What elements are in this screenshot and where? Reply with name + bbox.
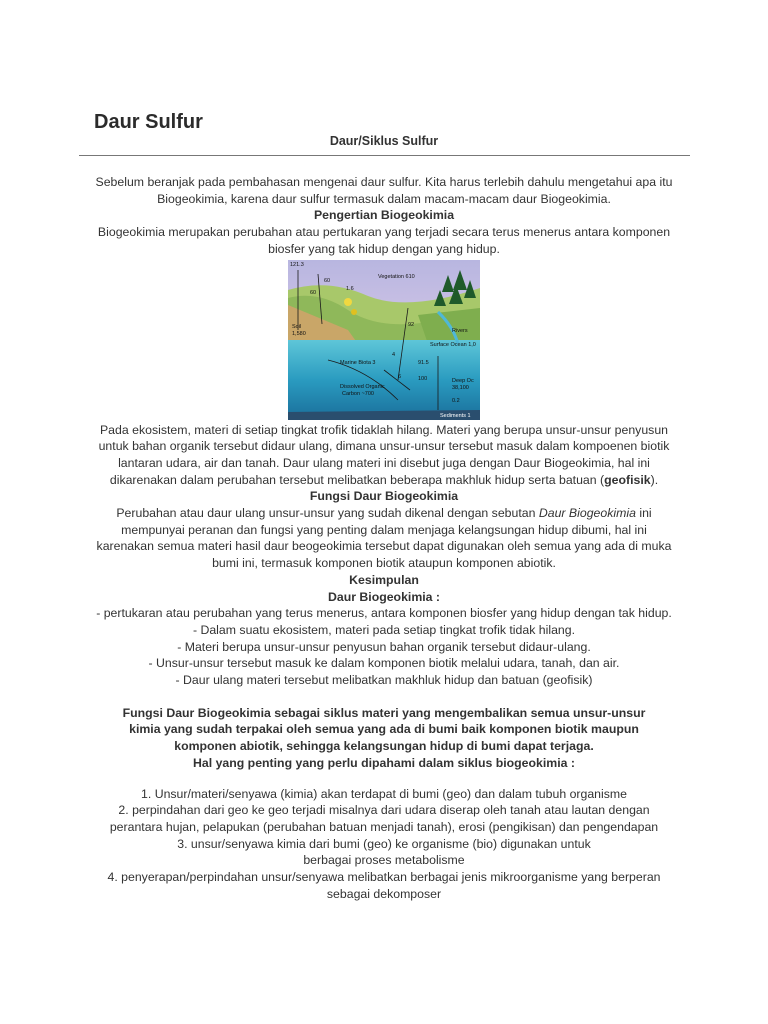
figure-label-92: 92 (408, 321, 415, 328)
spacer (92, 772, 676, 786)
heading-kesimpulan: Kesimpulan (349, 572, 419, 587)
subheading-daur-biogeokimia: Daur Biogeokimia : (327, 589, 441, 604)
numbered-item: 4. penyerapan/perpindahan unsur/senyawa melibatkan berbagai jenis mikroorganisme yang berperan sebagai dekomposer (107, 870, 661, 901)
list-item: - Unsur-unsur tersebut masuk ke dalam komponen biotik melalui udara, tanah, dan air. (148, 656, 620, 671)
list-item: - Daur ulang materi tersebut melibatkan makhluk hidup dan batuan (geofisik) (175, 673, 593, 688)
figure-label-0-2: 0.2 (452, 397, 460, 404)
heading-fungsi: Fungsi Daur Biogeokimia (309, 489, 459, 504)
article-body (92, 174, 676, 903)
figure-label-4: 4 (392, 351, 396, 358)
spacer (92, 689, 676, 705)
figure-label-vegetation: Vegetation 610 (378, 273, 415, 280)
pengertian-paragraph: Biogeokimia merupakan perubahan atau pertukaran yang terjadi secara terus menerus antara komponen biosfer yang tak hidup dengan yang hidup. (97, 225, 671, 256)
figure-label-1-6: 1.6 (346, 285, 354, 292)
heading-pengertian: Pengertian Biogeokimia (313, 208, 455, 223)
biogeochemical-cycle-illustration (288, 260, 480, 420)
geofisik-term: geofisik (604, 472, 651, 487)
figure-label-60a: 60 (324, 277, 331, 284)
figure-label-marine-biota: Marine Biota 3 (340, 359, 376, 366)
figure-label-91-5: 91.5 (418, 359, 429, 366)
daur-biogeokimia-term: Daur Biogeokimia (538, 506, 636, 521)
heading-hal-penting: Hal yang penting yang perlu dipahami dalam siklus biogeokimia : (193, 755, 575, 770)
figure-label-60b: 60 (310, 289, 317, 296)
figure-label-sediments: Sediments 1 (440, 412, 471, 419)
list-item: - Materi berupa unsur-unsur penyusun bahan organik tersebut didaur-ulang. (177, 639, 591, 654)
numbered-item: 3. unsur/senyawa kimia dari bumi (geo) ke organisme (bio) digunakan untuk berbagai proses metabolisme (177, 836, 591, 868)
figure-label-100: 100 (418, 375, 428, 382)
title-divider (79, 155, 690, 156)
page-subtitle: Daur/Siklus Sulfur (329, 134, 439, 148)
page-title: Daur Sulfur (94, 111, 203, 133)
fungsi-summary-bold: Fungsi Daur Biogeokimia sebagai siklus materi yang mengembalikan semua unsur-unsur kimia yang sudah terpakai oleh semua yang ada di bumi baik komponen biotik maupun komponen abiotik, sehingga kelangsungan hidup di bumi dapat terjaga. (122, 705, 646, 754)
figure-label-deep-ocean: Deep Oc (452, 377, 474, 384)
figure-label-dissolved-2: Carbon ~700 (342, 390, 374, 397)
figure-label-dissolved: Dissolved Organic (340, 383, 385, 390)
intro-paragraph: Sebelum beranjak pada pembahasan mengenai daur sulfur. Kita harus terlebih dahulu mengetahui apa itu Biogeokimia, karena daur sulfur termasuk dalam macam-macam daur Biogeokimia. (95, 175, 673, 206)
figure-label-soil-value: 1,580 (292, 330, 306, 337)
figure-label-rivers: Rivers (452, 327, 468, 334)
figure-label-top: 121.3 (290, 261, 304, 268)
list-item: - Dalam suatu ekosistem, materi pada setiap tingkat trofik tidak hilang. (192, 622, 576, 637)
numbered-item: 2. perpindahan dari geo ke geo terjadi misalnya dari udara diserap oleh tanah atau lautan dengan perantara hujan, pelapukan (perubahan batuan menjadi tanah), erosi (pengikisan) dan pengendapan (109, 803, 659, 834)
figure-label-surface-ocean: Surface Ocean 1,0 (430, 341, 476, 348)
ekosistem-paragraph: Pada ekosistem, materi di setiap tingkat trofik tidaklah hilang. Materi yang berupa unsur-unsur penyusun untuk bahan organik tersebut didaur ulang, dimana unsur-unsur tersebut masuk dalam kompoenen biotik lantaran udara, air dan tanah. Daur ulang materi ini disebut juga dengan Daur Biogeokimia, hal ini dikarenakan dalam perubahan tersebut melibatkan beberapa makhluk hidup serta batuan (geofisik). (98, 422, 670, 487)
numbered-item: 1. Unsur/materi/senyawa (kimia) akan terdapat di bumi (geo) dan dalam tubuh organisme (141, 786, 627, 801)
fungsi-paragraph: Perubahan atau daur ulang unsur-unsur yang sudah dikenal dengan sebutan Daur Biogeokimia ini mempunyai peranan dan fungsi yang penting dalam menjaga kelangsungan hidup dibumi, hal ini karenakan semua materi hasil daur beogeokimia tersebut dapat digunakan oleh semua yang ada di muka bumi ini, termasuk komponen biotik ataupun komponen abiotik. (96, 506, 672, 571)
figure-label-6: 6 (398, 373, 402, 380)
list-item: - pertukaran atau perubahan yang terus menerus, antara komponen biosfer yang hidup dengan tak hidup. (96, 606, 672, 621)
figure-label-soil: Soil (292, 323, 302, 330)
figure-label-deep-value: 38,100 (452, 384, 469, 391)
